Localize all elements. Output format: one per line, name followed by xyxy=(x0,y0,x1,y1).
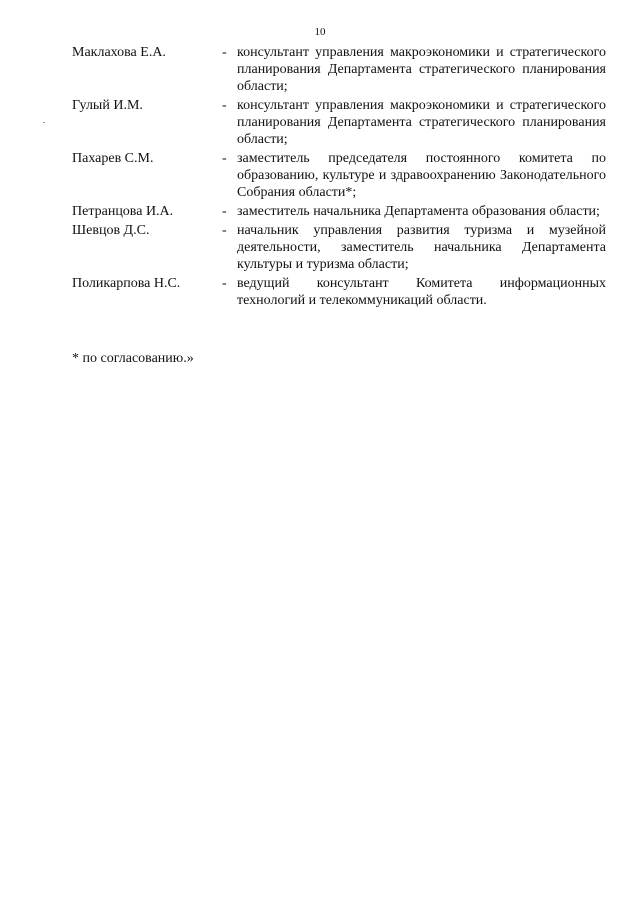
member-row xyxy=(72,275,606,309)
members-list xyxy=(72,44,606,309)
member-dash: - xyxy=(222,45,227,60)
member-description: заместитель председателя постоянного комитета по образованию, культуре и здравоохранению Законодательного Собрания области*; xyxy=(237,151,606,200)
member-dash: - xyxy=(222,151,227,166)
member-name: Пахарев С.М. xyxy=(72,151,154,166)
member-row xyxy=(72,44,606,95)
member-row xyxy=(72,97,606,148)
member-dash: - xyxy=(222,98,227,113)
member-name: Петранцова И.А. xyxy=(72,204,174,219)
member-name: Шевцов Д.С. xyxy=(72,223,150,238)
member-name: Поликарпова Н.С. xyxy=(72,276,181,291)
member-dash: - xyxy=(222,276,227,291)
member-description: начальник управления развития туризма и музейной деятельности, заместитель начальника Департамента культуры и туризма области; xyxy=(237,223,606,272)
page-number: 10 xyxy=(314,26,326,38)
scan-mark xyxy=(43,122,45,123)
member-description: заместитель начальника Департамента образования области; xyxy=(237,204,600,219)
member-row xyxy=(72,203,606,220)
member-dash: - xyxy=(222,223,227,238)
member-description: консультант управления макроэкономики и стратегического планирования Департамента стратегического планирования области; xyxy=(237,45,606,94)
footnote: * по согласованию.» xyxy=(72,351,194,366)
member-description: консультант управления макроэкономики и стратегического планирования Департамента стратегического планирования области; xyxy=(237,98,606,147)
member-row xyxy=(72,150,606,201)
member-row xyxy=(72,222,606,273)
member-dash: - xyxy=(222,204,227,219)
member-description: ведущий консультант Комитета информационных технологий и телекоммуникаций области. xyxy=(237,276,606,308)
member-name: Гулый И.М. xyxy=(72,98,143,113)
member-name: Маклахова Е.А. xyxy=(72,45,166,60)
